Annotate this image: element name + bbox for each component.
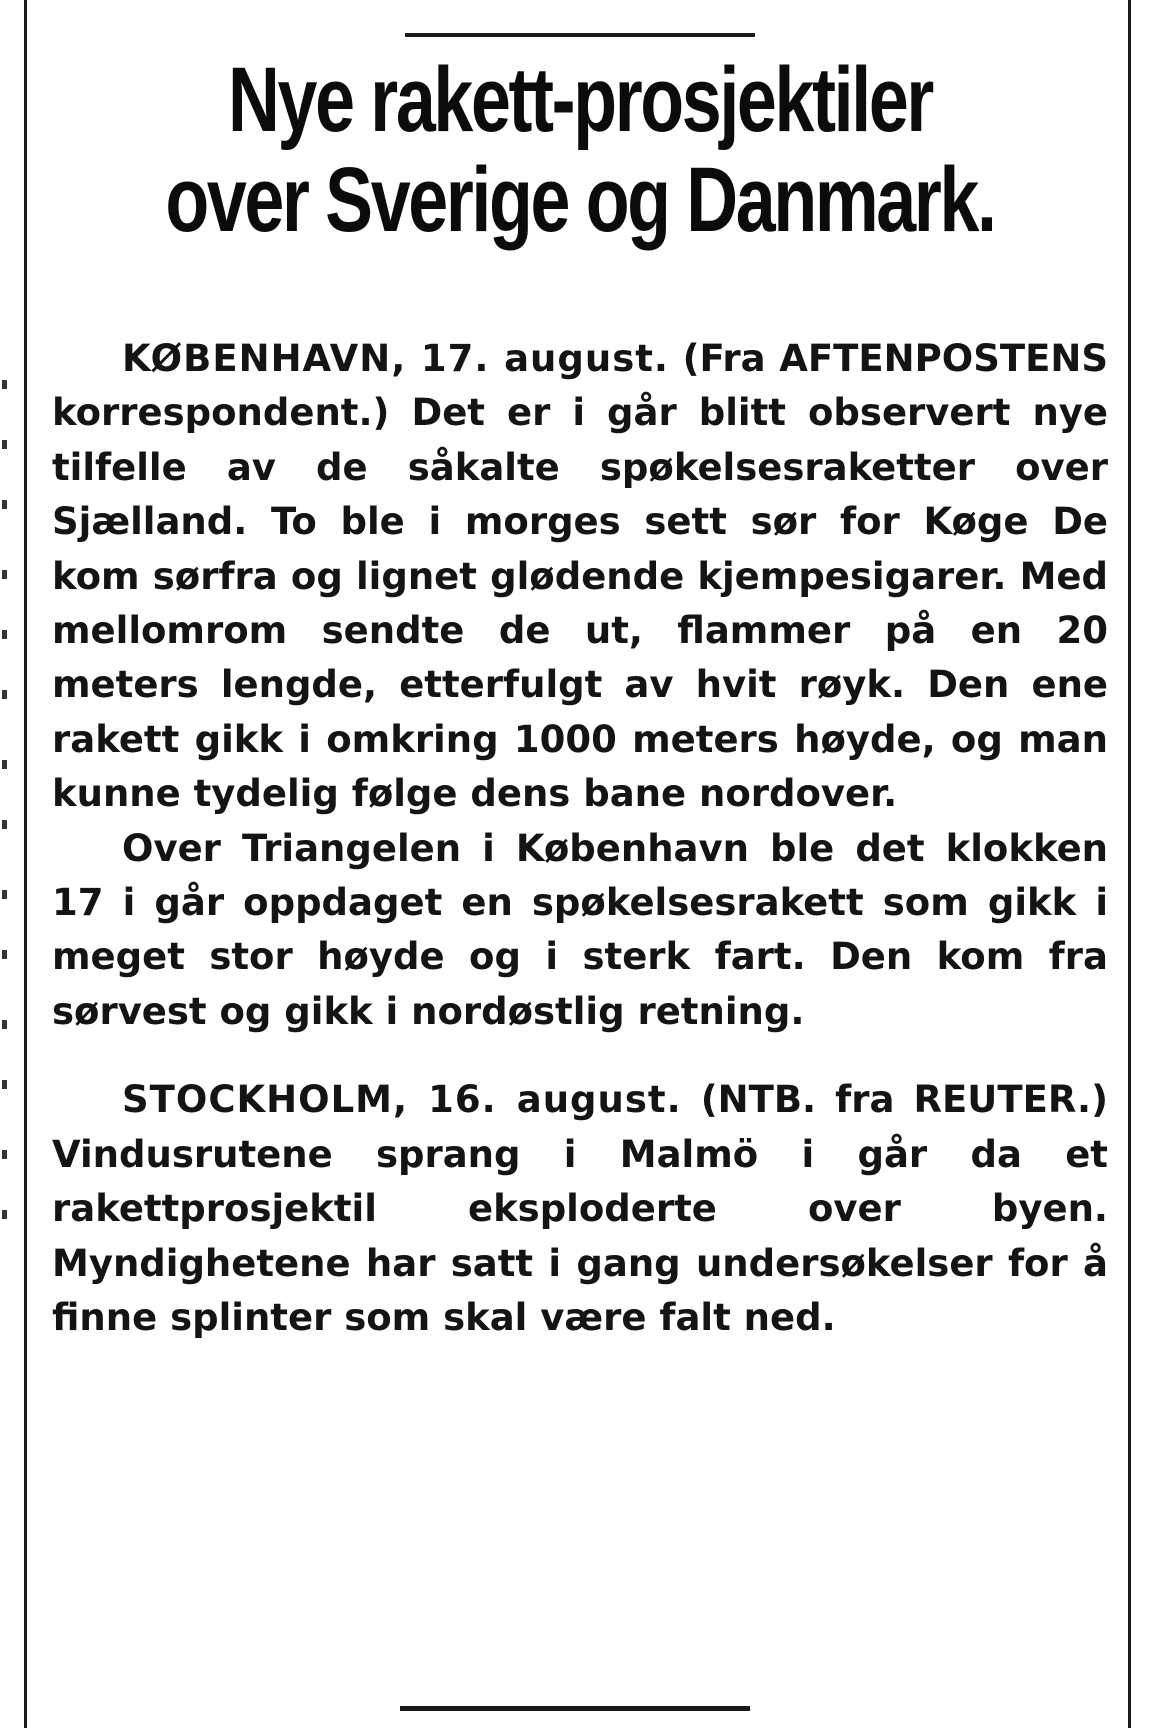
paragraph-triangelen: [52, 822, 1108, 1040]
separator-bottom: [400, 1706, 750, 1711]
paragraph-text: (Fra AFTENPOSTENS korrespondent.) Det er i går blitt observert nye tilfelle av de såkalte spøkelsesraketter over Sjælland. To ble i morges sett sør for Køge De kom sørfra og lignet glødende kjempesigarer. Med mellomrom sendte de ut, flammer på en 20 meters lengde, etterfulgt av hvit røyk. Den ene rakett gikk i omkring 1000 meters høyde, og man kunne tydelig følge dens bane nordover.: [52, 337, 1108, 816]
headline: [159, 50, 1001, 250]
headline-line-1: Nye rakett-prosjektiler: [228, 49, 932, 151]
paragraph-copenhagen: [52, 332, 1108, 822]
paragraph-text: Over Triangelen i København ble det klokken 17 i går oppdaget en spøkelsesrakett som gikk i meget stor høyde og i sterk fart. Den kom fra sørvest og gikk i nordøstlig retning.: [52, 826, 1108, 1033]
separator-top: [405, 33, 755, 37]
headline-line-2: over Sverige og Danmark.: [165, 149, 995, 251]
article-body: [52, 332, 1108, 1345]
dateline-stockholm: STOCKHOLM, 16. august.: [122, 1078, 682, 1122]
paragraph-text: (NTB. fra REUTER.) Vindusrutene sprang i Malmö i går da et rakettprosjektil eksploderte over byen. Myndighetene har satt i gang undersøkelser for å finne splinter som skal være falt ned.: [52, 1078, 1109, 1339]
adjacent-column-fragments: [0, 380, 12, 1240]
column-rule-right: [1128, 0, 1131, 1728]
paragraph-stockholm: [52, 1073, 1108, 1345]
column-rule-left: [24, 0, 27, 1728]
dateline-copenhagen: KØBENHAVN, 17. august.: [122, 337, 669, 380]
